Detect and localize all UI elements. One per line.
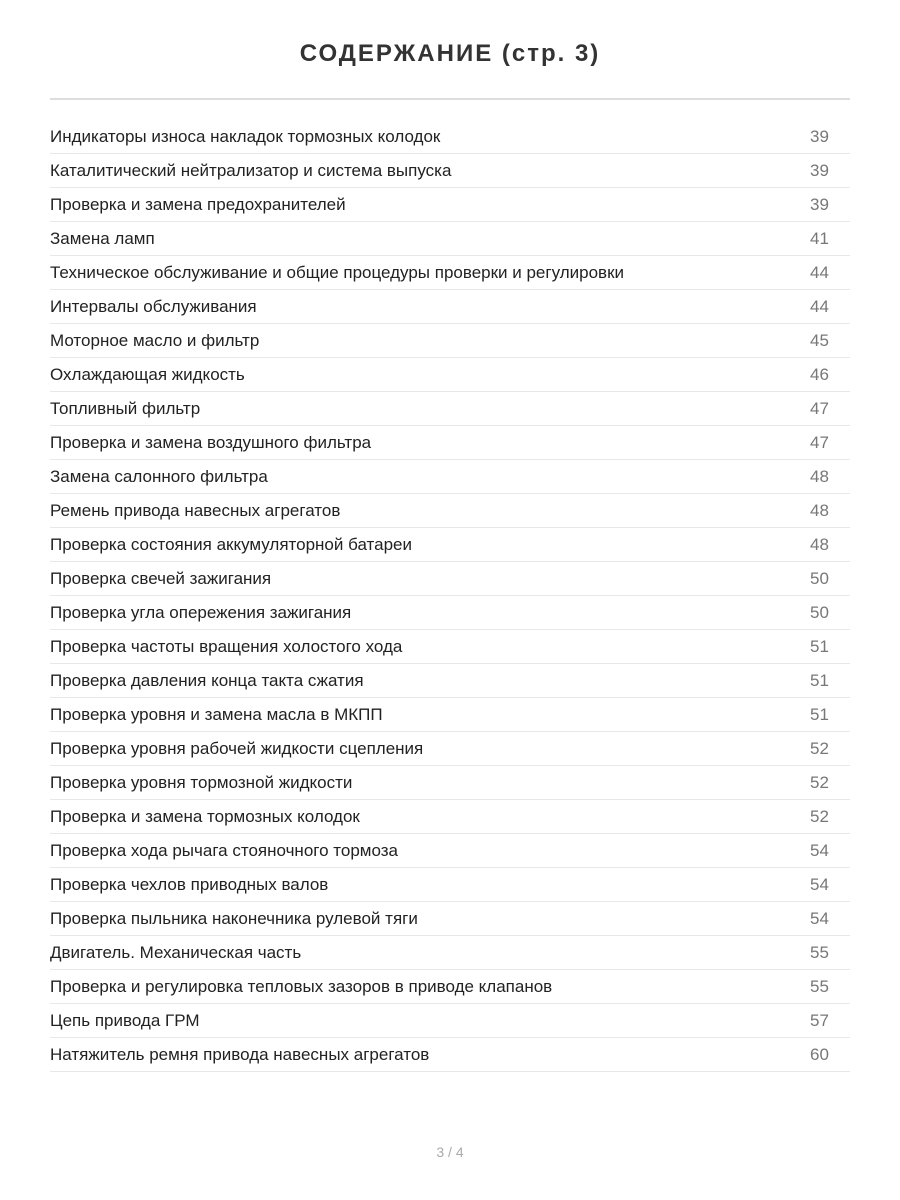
toc-entry-page: 52: [810, 772, 829, 792]
toc-entry[interactable]: [50, 732, 850, 766]
toc-entry-title: Охлаждающая жидкость: [50, 364, 245, 384]
toc-entry-page: 39: [810, 160, 829, 180]
toc-entry-page: 39: [810, 126, 829, 146]
toc-entry-page: 48: [810, 466, 829, 486]
toc-entry-page: 48: [810, 534, 829, 554]
toc-entry-title: Замена салонного фильтра: [50, 466, 268, 486]
toc-entry-title: Проверка состояния аккумуляторной батареи: [50, 534, 412, 554]
toc-entry[interactable]: [50, 766, 850, 800]
toc-entry[interactable]: [50, 426, 850, 460]
toc-entry-page: 51: [810, 670, 829, 690]
toc-entry-title: Натяжитель ремня привода навесных агрегатов: [50, 1044, 430, 1064]
title-divider: [50, 98, 850, 100]
toc-entry-page: 54: [810, 874, 829, 894]
toc-entry-title: Проверка и замена тормозных колодок: [50, 806, 360, 826]
toc-entry-page: 45: [810, 330, 829, 350]
toc-entry[interactable]: [50, 630, 850, 664]
toc-list: [50, 120, 850, 1072]
toc-entry-title: Проверка чехлов приводных валов: [50, 874, 329, 894]
toc-entry-title: Проверка свечей зажигания: [50, 568, 272, 588]
toc-entry-title: Проверка уровня и замена масла в МКПП: [50, 704, 383, 724]
toc-entry[interactable]: [50, 834, 850, 868]
toc-entry[interactable]: [50, 800, 850, 834]
toc-entry-page: 52: [810, 806, 829, 826]
toc-entry[interactable]: [50, 936, 850, 970]
toc-entry-page: 57: [810, 1010, 829, 1030]
toc-entry[interactable]: [50, 664, 850, 698]
toc-entry-title: Проверка давления конца такта сжатия: [50, 670, 364, 690]
toc-entry[interactable]: [50, 324, 850, 358]
toc-entry-title: Проверка и регулировка тепловых зазоров в приводе клапанов: [50, 976, 553, 996]
toc-entry-title: Проверка хода рычага стояночного тормоза: [50, 840, 398, 860]
toc-entry-page: 44: [810, 262, 829, 282]
toc-entry[interactable]: [50, 120, 850, 154]
toc-entry[interactable]: [50, 188, 850, 222]
toc-entry[interactable]: [50, 290, 850, 324]
toc-entry-page: 52: [810, 738, 829, 758]
toc-entry-page: 48: [810, 500, 829, 520]
toc-entry-title: Проверка угла опережения зажигания: [50, 602, 352, 622]
toc-entry-page: 47: [810, 432, 829, 452]
toc-entry[interactable]: [50, 698, 850, 732]
toc-entry-page: 54: [810, 908, 829, 928]
toc-entry[interactable]: [50, 358, 850, 392]
toc-entry-page: 51: [810, 636, 829, 656]
toc-entry-page: 55: [810, 942, 829, 962]
toc-entry-page: 44: [810, 296, 829, 316]
toc-entry-title: Моторное масло и фильтр: [50, 330, 260, 350]
toc-entry[interactable]: [50, 1038, 850, 1072]
page-indicator: 3 / 4: [436, 1144, 464, 1160]
toc-entry[interactable]: [50, 222, 850, 256]
toc-entry-title: Техническое обслуживание и общие процедуры проверки и регулировки: [50, 262, 625, 282]
toc-entry-page: 46: [810, 364, 829, 384]
toc-entry[interactable]: [50, 256, 850, 290]
toc-entry[interactable]: [50, 596, 850, 630]
toc-entry[interactable]: [50, 868, 850, 902]
toc-entry-page: 41: [810, 228, 829, 248]
toc-entry-title: Проверка уровня рабочей жидкости сцепления: [50, 738, 424, 758]
toc-entry-title: Цепь привода ГРМ: [50, 1010, 200, 1030]
toc-entry-page: 60: [810, 1044, 829, 1064]
toc-entry-title: Проверка пыльника наконечника рулевой тяги: [50, 908, 418, 928]
toc-entry-page: 54: [810, 840, 829, 860]
toc-entry[interactable]: [50, 970, 850, 1004]
toc-entry[interactable]: [50, 494, 850, 528]
toc-entry-title: Двигатель. Механическая часть: [50, 942, 302, 962]
toc-entry-title: Каталитический нейтрализатор и система выпуска: [50, 160, 452, 180]
page-title: СОДЕРЖАНИЕ (стр. 3): [299, 40, 601, 67]
toc-entry[interactable]: [50, 460, 850, 494]
toc-entry[interactable]: [50, 562, 850, 596]
toc-entry[interactable]: [50, 154, 850, 188]
toc-entry-page: 39: [810, 194, 829, 214]
toc-entry[interactable]: [50, 1004, 850, 1038]
toc-entry-title: Интервалы обслуживания: [50, 296, 257, 316]
toc-entry-page: 47: [810, 398, 829, 418]
toc-entry-page: 50: [810, 602, 829, 622]
toc-entry[interactable]: [50, 528, 850, 562]
toc-entry-title: Замена ламп: [50, 228, 155, 248]
toc-entry[interactable]: [50, 902, 850, 936]
toc-entry-title: Проверка уровня тормозной жидкости: [50, 772, 353, 792]
toc-entry-title: Проверка и замена воздушного фильтра: [50, 432, 372, 452]
toc-entry-page: 50: [810, 568, 829, 588]
toc-entry-title: Индикаторы износа накладок тормозных колодок: [50, 126, 441, 146]
toc-entry-title: Проверка частоты вращения холостого хода: [50, 636, 403, 656]
toc-entry-title: Ремень привода навесных агрегатов: [50, 500, 341, 520]
toc-entry-title: Проверка и замена предохранителей: [50, 194, 346, 214]
toc-entry-title: Топливный фильтр: [50, 398, 201, 418]
toc-entry-page: 51: [810, 704, 829, 724]
toc-entry-page: 55: [810, 976, 829, 996]
toc-entry[interactable]: [50, 392, 850, 426]
